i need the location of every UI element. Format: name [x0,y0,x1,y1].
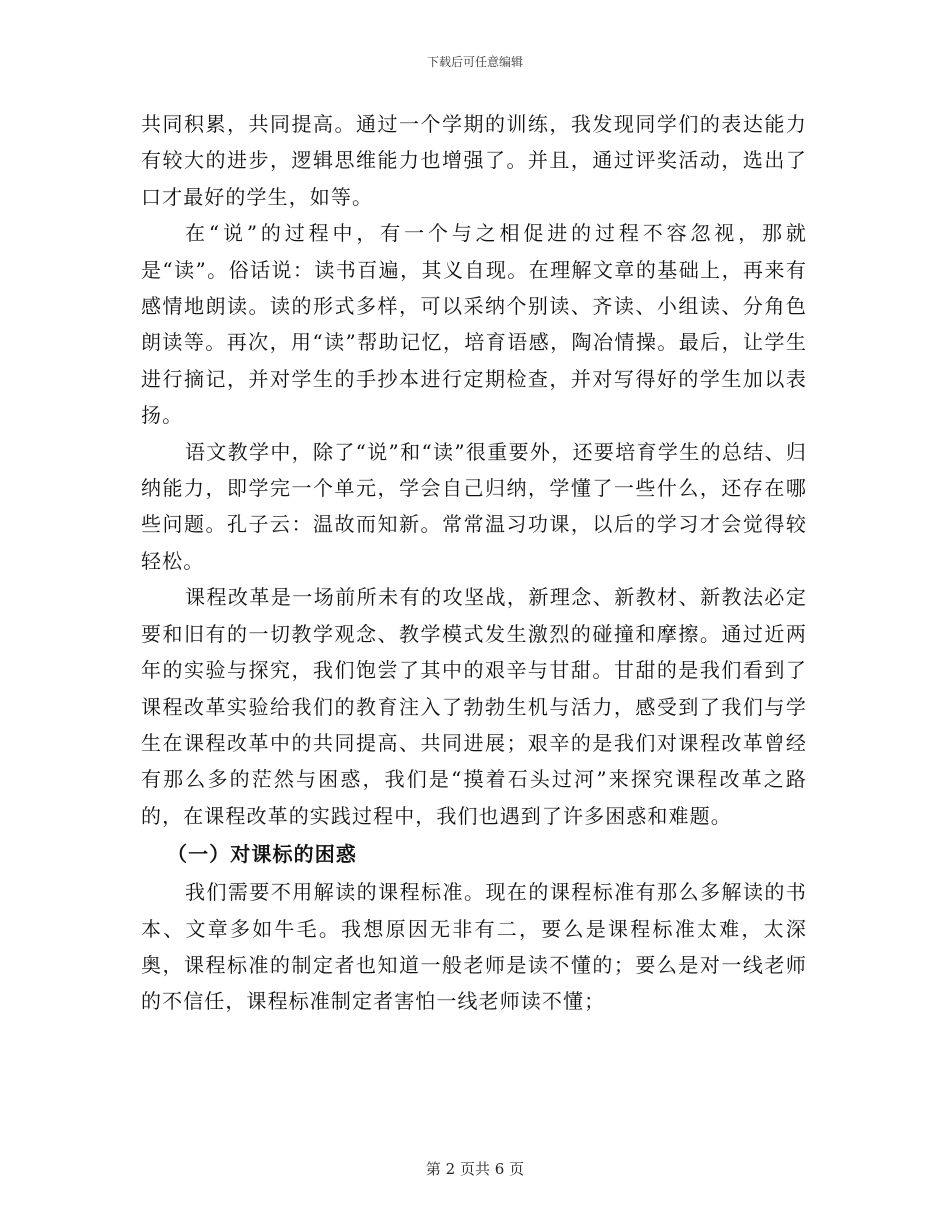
section-heading: （一）对课标的困惑 [167,842,357,867]
document-body [141,106,807,1020]
paragraph-reading: 在“说”的过程中，有一个与之相促进的过程不容忽视，那就是“读”。俗话说：读书百遍，其义自现。在理解文章的基础上，再来有感情地朗读。读的形式多样，可以采纳个别读、齐读、小组读、分角色朗读等。再次，用“读”帮助记忆，培育语感，陶冶情操。最后，让学生进行摘记，并对学生的手抄本进行定期检查，并对写得好的学生加以表扬。 [141,221,807,428]
paragraph-summarizing: 语文教学中，除了“说”和“读”很重要外，还要培育学生的总结、归纳能力，即学完一个单元，学会自己归纳，学懂了一些什么，还存在哪些问题。孔子云：温故而知新。常常温习功课，以后的学习才会觉得较轻松。 [141,439,807,573]
paragraph-continued: 共同积累，共同提高。通过一个学期的训练，我发现同学们的表达能力有较大的进步，逻辑思维能力也增强了。并且，通过评奖活动，选出了口才最好的学生，如等。 [141,112,807,209]
paragraph-curriculum-reform: 课程改革是一场前所未有的攻坚战，新理念、新教材、新教法必定要和旧有的一切教学观念、教学模式发生激烈的碰撞和摩擦。通过近两年的实验与探究，我们饱尝了其中的艰辛与甘甜。甘甜的是我们看到了课程改革实验给我们的教育注入了勃勃生机与活力，感受到了我们与学生在课程改革中的共同提高、共同进展；艰辛的是我们对课程改革曾经有那么多的茫然与困惑，我们是“摸着石头过河”来探究课程改革之路的，在课程改革的实践过程中，我们也遇到了许多困惑和难题。 [141,585,807,828]
page-header: 下载后可任意编辑 [426,55,523,69]
page-footer: 第 2 页共 6 页 [425,1160,525,1178]
paragraph-curriculum-standard: 我们需要不用解读的课程标准。现在的课程标准有那么多解读的书本、文章多如牛毛。我想原因无非有二，要么是课程标准太难，太深奥，课程标准的制定者也知道一般老师是读不懂的；要么是对一线老师的不信任，课程标准制定者害怕一线老师读不懂； [141,880,807,1014]
